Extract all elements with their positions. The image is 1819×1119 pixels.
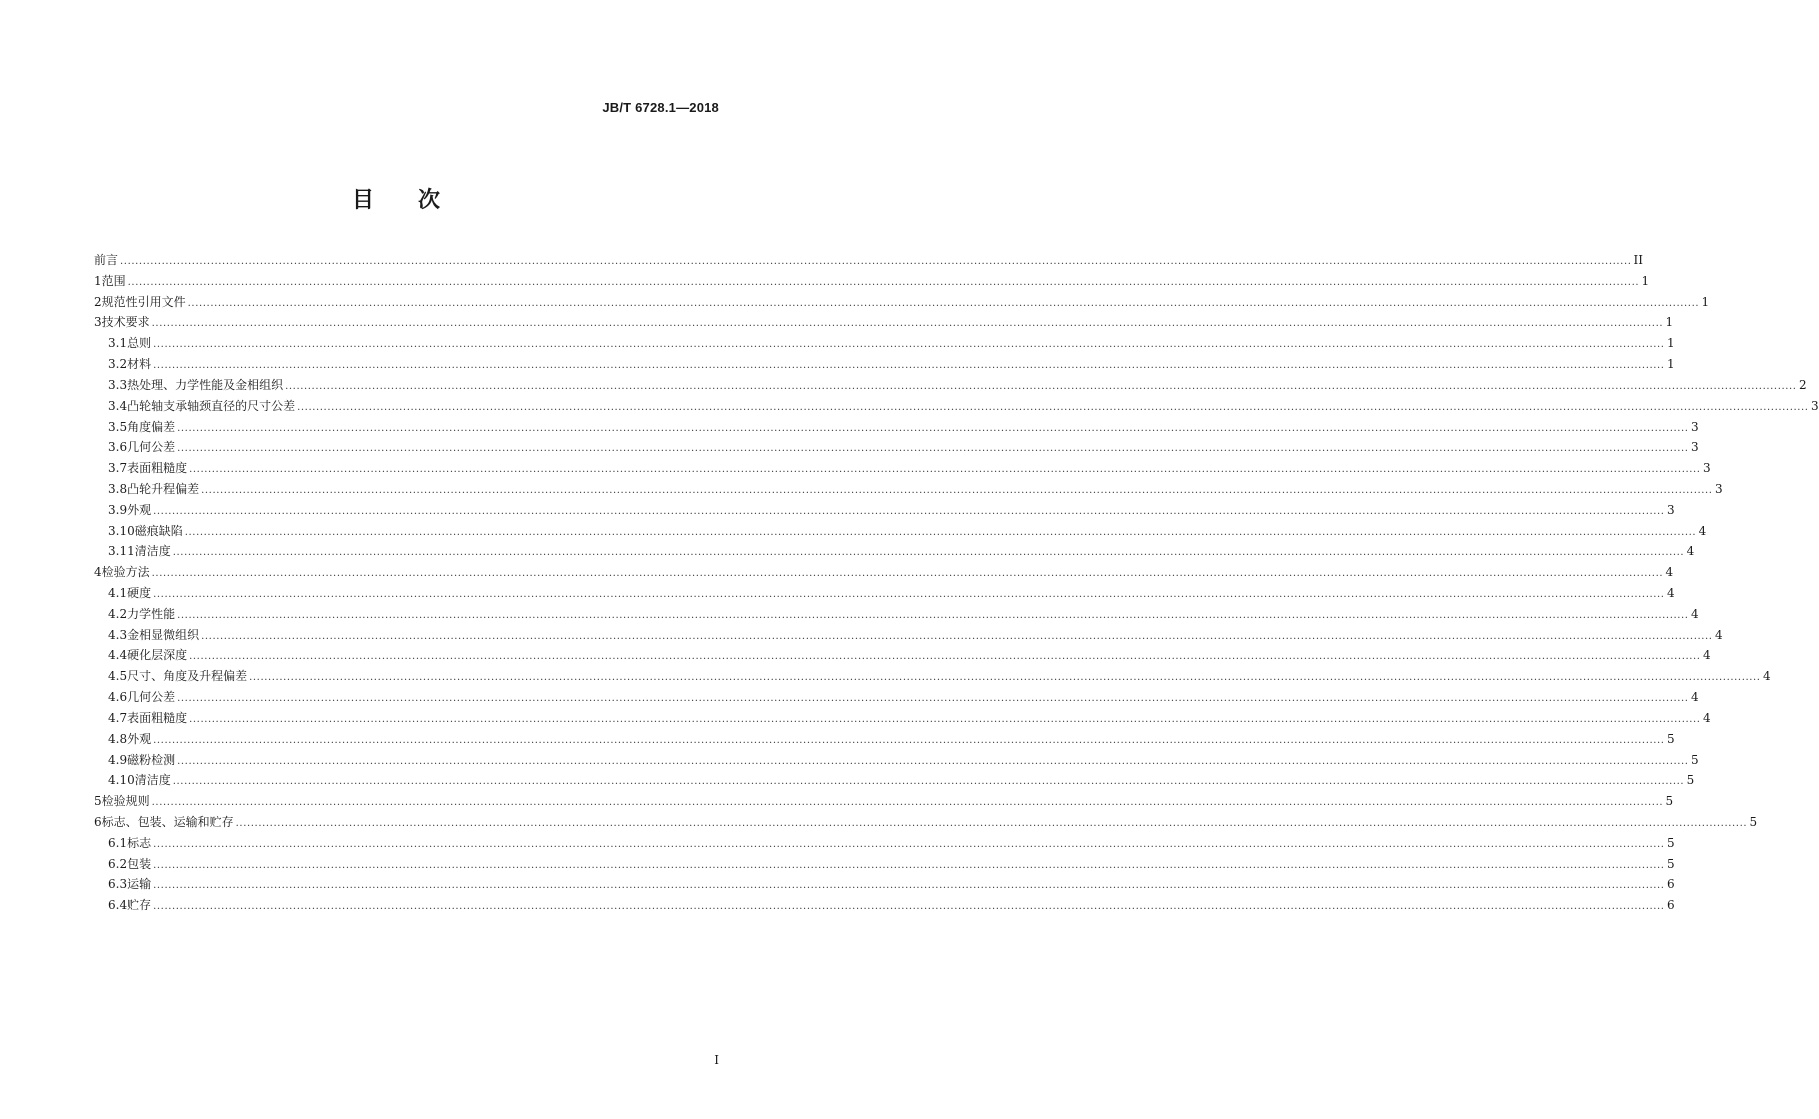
- toc-entry-title: 清洁度: [134, 773, 171, 788]
- toc-dot-leader: ................................................................................................................................................................................................................................................................................................................................................................................................................: [153, 589, 1665, 600]
- toc-dot-leader: ................................................................................................................................................................................................................................................................................................................................................................................................................: [153, 734, 1665, 746]
- toc-entry-number: 3.9: [108, 502, 128, 517]
- toc-entry-title: 运输: [127, 877, 152, 892]
- toc-entry[interactable]: [94, 333, 1675, 354]
- toc-entry[interactable]: [94, 729, 1675, 750]
- toc-entry[interactable]: [94, 500, 1675, 521]
- toc-entry-title: 硬度: [127, 586, 152, 600]
- toc-entry[interactable]: [94, 437, 1699, 458]
- toc-entry-page: II: [1633, 253, 1643, 267]
- toc-entry-title: 检验方法: [101, 565, 150, 580]
- toc-entry-title: 角度偏差: [127, 419, 176, 434]
- toc-entry-page: 1: [1701, 294, 1710, 309]
- toc-entry-number: 3.1: [108, 336, 128, 351]
- toc-entry[interactable]: [94, 271, 1650, 292]
- toc-dot-leader: ................................................................................................................................................................................................................................................................................................................................................................................................................: [120, 256, 1632, 267]
- toc-entry-page: 4: [1702, 648, 1711, 663]
- toc-entry-page: 1: [1666, 357, 1675, 372]
- toc-entry-number: 3.6: [108, 440, 128, 455]
- toc-dot-leader: ................................................................................................................................................................................................................................................................................................................................................................................................................: [177, 755, 1689, 767]
- toc-entry-number: 4.5: [108, 669, 128, 684]
- toc-entry-title: 技术要求: [101, 315, 150, 330]
- toc-entry-title: 力学性能: [127, 606, 176, 621]
- toc-entry[interactable]: [94, 770, 1695, 791]
- toc-entry-title: 磁痕缺陷: [134, 523, 183, 538]
- toc-entry[interactable]: [94, 750, 1699, 771]
- toc-entry-title: 几何公差: [127, 440, 176, 455]
- toc-entry-page: 3: [1690, 419, 1699, 434]
- toc-entry-page: 1: [1641, 273, 1650, 288]
- toc-entry-number: 6.3: [108, 877, 128, 892]
- toc-entry[interactable]: [94, 833, 1675, 854]
- toc-dot-leader: ................................................................................................................................................................................................................................................................................................................................................................................................................: [177, 693, 1689, 705]
- toc-entry-number: 4.9: [108, 752, 128, 767]
- toc-entry-number: 3.5: [108, 419, 128, 434]
- toc-entry[interactable]: [94, 562, 1674, 583]
- toc-dot-leader: ................................................................................................................................................................................................................................................................................................................................................................................................................: [285, 380, 1797, 392]
- toc-entry-number: 4.7: [108, 710, 128, 725]
- toc-entry[interactable]: [94, 458, 1711, 479]
- toc-entry[interactable]: [94, 250, 1643, 271]
- toc-entry-title: 检验规则: [101, 794, 150, 809]
- toc-dot-leader: ................................................................................................................................................................................................................................................................................................................................................................................................................: [153, 901, 1665, 913]
- toc-entry-number: 5: [94, 794, 102, 809]
- toc-entry[interactable]: [94, 583, 1675, 604]
- toc-entry[interactable]: [94, 625, 1723, 646]
- toc-dot-leader: ................................................................................................................................................................................................................................................................................................................................................................................................................: [177, 422, 1689, 434]
- toc-entry[interactable]: [94, 854, 1675, 875]
- toc-entry[interactable]: [94, 645, 1711, 666]
- toc-dot-leader: ................................................................................................................................................................................................................................................................................................................................................................................................................: [249, 672, 1761, 684]
- toc-entry-page: 4: [1762, 669, 1771, 684]
- toc-entry-title: 清洁度: [134, 544, 171, 559]
- toc-entry-number: 4.4: [108, 648, 128, 663]
- toc-entry-page: 5: [1666, 731, 1675, 746]
- toc-entry-number: 3: [94, 315, 102, 330]
- toc-entry[interactable]: [94, 292, 1710, 313]
- toc-dot-leader: ................................................................................................................................................................................................................................................................................................................................................................................................................: [184, 526, 1697, 538]
- toc-entry-number: 3.4: [108, 398, 128, 413]
- toc-entry-page: 5: [1666, 856, 1675, 871]
- toc-entry-page: 4: [1666, 586, 1675, 600]
- toc-entry-title: 磁粉检测: [127, 752, 176, 767]
- toc-entry-page: 4: [1698, 523, 1707, 538]
- toc-entry[interactable]: [94, 312, 1674, 333]
- toc-dot-leader: ................................................................................................................................................................................................................................................................................................................................................................................................................: [151, 797, 1664, 809]
- toc-entry-page: 4: [1690, 690, 1699, 705]
- document-code: JB/T 6728.1—2018: [602, 100, 719, 115]
- toc-entry-number: 3.8: [108, 481, 128, 496]
- toc-dot-leader: ................................................................................................................................................................................................................................................................................................................................................................................................................: [201, 484, 1713, 496]
- toc-entry-number: 3.3: [108, 377, 128, 392]
- toc-entry-number: 6.1: [108, 835, 128, 850]
- toc-entry-page: 3: [1666, 502, 1675, 517]
- toc-entry-page: 4: [1690, 606, 1699, 621]
- toc-entry[interactable]: [94, 895, 1675, 916]
- toc-entry-number: 4: [94, 565, 102, 580]
- toc-entry-page: 3: [1690, 440, 1699, 455]
- toc-entry-page: 5: [1665, 794, 1674, 809]
- toc-dot-leader: ................................................................................................................................................................................................................................................................................................................................................................................................................: [297, 401, 1809, 413]
- toc-dot-leader: ................................................................................................................................................................................................................................................................................................................................................................................................................: [172, 547, 1685, 559]
- toc-dot-leader: ................................................................................................................................................................................................................................................................................................................................................................................................................: [151, 568, 1664, 580]
- toc-entry[interactable]: [94, 417, 1699, 438]
- toc-entry-title: 尺寸、角度及升程偏差: [127, 669, 248, 684]
- toc-dot-leader: ................................................................................................................................................................................................................................................................................................................................................................................................................: [151, 318, 1664, 330]
- toc-entry-page: 3: [1810, 398, 1819, 413]
- toc-entry-title: 外观: [127, 731, 152, 746]
- toc-entry-number: 4.2: [108, 606, 128, 621]
- toc-entry[interactable]: [94, 541, 1695, 562]
- toc-entry[interactable]: [94, 687, 1699, 708]
- toc-entry-title: 几何公差: [127, 690, 176, 705]
- toc-entry-number: 4.6: [108, 690, 128, 705]
- toc-entry[interactable]: [94, 375, 1807, 396]
- toc-entry[interactable]: [94, 791, 1674, 812]
- toc-entry-title: 热处理、力学性能及金相组织: [127, 377, 284, 392]
- toc-entry-title: 表面粗糙度: [127, 461, 188, 476]
- toc-dot-leader: ................................................................................................................................................................................................................................................................................................................................................................................................................: [187, 297, 1700, 309]
- toc-entry[interactable]: [94, 604, 1699, 625]
- toc-entry-page: 1: [1666, 336, 1675, 351]
- toc-entry-title: 凸轮升程偏差: [127, 481, 200, 496]
- page-number: I: [714, 1053, 719, 1067]
- toc-entry-title: 标志、包装、运输和贮存: [101, 814, 234, 829]
- toc-entry-number: 4.1: [108, 586, 128, 600]
- toc-entry-title: 规范性引用文件: [101, 294, 186, 309]
- toc-entry-page: 6: [1666, 898, 1675, 913]
- toc-entry-number: 4.10: [108, 773, 135, 788]
- toc-entry-title: 表面粗糙度: [127, 710, 188, 725]
- toc-entry[interactable]: [94, 354, 1675, 375]
- toc-entry-title: 凸轮轴支承轴颈直径的尺寸公差: [127, 398, 296, 413]
- toc-entry-title: 包装: [127, 856, 152, 871]
- toc-entry-number: 6.2: [108, 856, 128, 871]
- toc-entry[interactable]: [94, 396, 1819, 417]
- toc-entry-title: 金相显微组织: [127, 627, 200, 642]
- toc-entry-page: 5: [1666, 835, 1675, 850]
- toc-dot-leader: ................................................................................................................................................................................................................................................................................................................................................................................................................: [189, 464, 1701, 476]
- toc-entry-page: 3: [1714, 481, 1723, 496]
- toc-entry[interactable]: [94, 666, 1771, 687]
- toc-entry-title: 总则: [127, 336, 152, 351]
- toc-entry-number: 6.4: [108, 898, 128, 913]
- table-of-contents: [94, 250, 1819, 916]
- toc-entry[interactable]: [94, 874, 1675, 895]
- toc-entry[interactable]: [94, 812, 1758, 833]
- toc-entry-number: 3.2: [108, 357, 128, 372]
- toc-entry-title: 外观: [127, 502, 152, 517]
- toc-entry[interactable]: [94, 708, 1711, 729]
- toc-entry-title: 贮存: [127, 898, 152, 913]
- toc-entry-number: 4.3: [108, 627, 128, 642]
- toc-entry-number: 3.7: [108, 461, 128, 476]
- toc-dot-leader: ................................................................................................................................................................................................................................................................................................................................................................................................................: [177, 443, 1689, 455]
- toc-entry-page: 4: [1665, 565, 1674, 580]
- toc-entry-title: 前言: [94, 253, 119, 267]
- toc-dot-leader: ................................................................................................................................................................................................................................................................................................................................................................................................................: [153, 880, 1665, 892]
- toc-entry-page: 5: [1690, 752, 1699, 767]
- toc-dot-leader: ................................................................................................................................................................................................................................................................................................................................................................................................................: [189, 713, 1701, 725]
- toc-entry-title: 材料: [127, 357, 152, 372]
- toc-entry-page: 3: [1702, 461, 1711, 476]
- toc-dot-leader: ................................................................................................................................................................................................................................................................................................................................................................................................................: [153, 339, 1665, 351]
- toc-entry-title: 标志: [127, 835, 152, 850]
- toc-entry-number: 3.10: [108, 523, 135, 538]
- toc-entry[interactable]: [94, 521, 1707, 542]
- toc-entry[interactable]: [94, 479, 1723, 500]
- toc-dot-leader: ................................................................................................................................................................................................................................................................................................................................................................................................................: [127, 276, 1640, 288]
- toc-entry-page: 4: [1714, 627, 1723, 642]
- toc-entry-page: 1: [1665, 315, 1674, 330]
- toc-entry-page: 2: [1798, 377, 1807, 392]
- toc-dot-leader: ................................................................................................................................................................................................................................................................................................................................................................................................................: [177, 609, 1689, 621]
- toc-entry-title: 范围: [101, 273, 126, 288]
- toc-dot-leader: ................................................................................................................................................................................................................................................................................................................................................................................................................: [153, 505, 1665, 517]
- toc-entry-page: 4: [1702, 710, 1711, 725]
- toc-dot-leader: ................................................................................................................................................................................................................................................................................................................................................................................................................: [153, 838, 1665, 850]
- toc-title: 目 次: [351, 187, 440, 213]
- toc-entry-title: 硬化层深度: [127, 648, 188, 663]
- toc-entry-number: 2: [94, 294, 102, 309]
- toc-entry-page: 4: [1686, 544, 1695, 559]
- toc-entry-number: 6: [94, 814, 102, 829]
- toc-entry-page: 6: [1666, 877, 1675, 892]
- toc-dot-leader: ................................................................................................................................................................................................................................................................................................................................................................................................................: [189, 651, 1701, 663]
- toc-dot-leader: ................................................................................................................................................................................................................................................................................................................................................................................................................: [153, 360, 1665, 372]
- toc-entry-page: 5: [1749, 814, 1758, 829]
- toc-dot-leader: ................................................................................................................................................................................................................................................................................................................................................................................................................: [201, 630, 1713, 642]
- toc-entry-page: 5: [1686, 773, 1695, 788]
- toc-entry-number: 1: [94, 273, 102, 288]
- toc-dot-leader: ................................................................................................................................................................................................................................................................................................................................................................................................................: [153, 859, 1665, 871]
- toc-dot-leader: ................................................................................................................................................................................................................................................................................................................................................................................................................: [235, 817, 1748, 829]
- toc-entry-number: 4.8: [108, 731, 128, 746]
- toc-dot-leader: ................................................................................................................................................................................................................................................................................................................................................................................................................: [172, 776, 1685, 788]
- toc-entry-number: 3.11: [108, 544, 135, 559]
